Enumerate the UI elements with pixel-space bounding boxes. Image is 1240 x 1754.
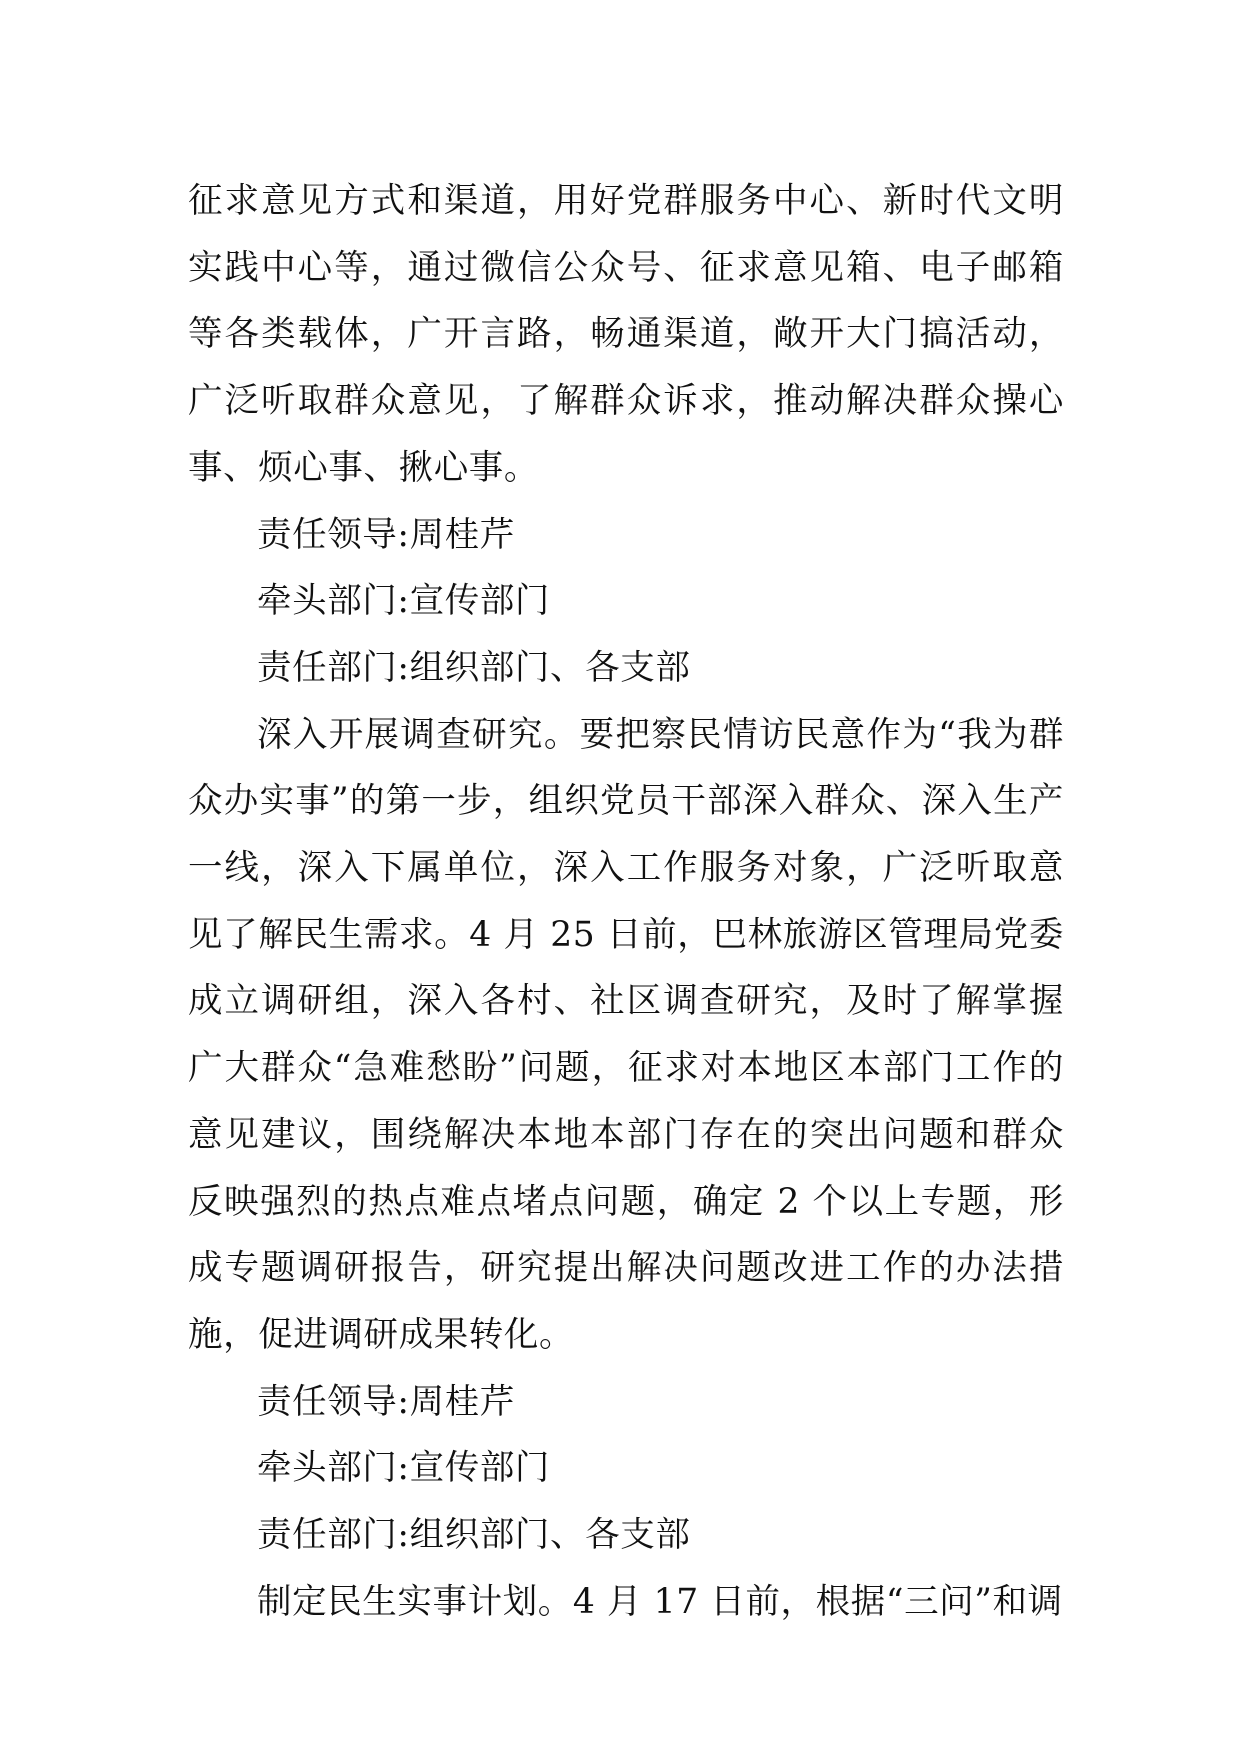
responsible-department-line: 责任部门:组织部门、各支部 bbox=[257, 647, 691, 688]
responsible-leader-line: 责任领导:周桂芹 bbox=[257, 514, 515, 555]
responsible-leader-line: 责任领导:周桂芹 bbox=[257, 1381, 515, 1422]
lead-department-line: 牵头部门:宣传部门 bbox=[257, 1448, 551, 1489]
responsible-department-line: 责任部门:组织部门、各支部 bbox=[257, 1515, 691, 1556]
paragraph-livelihood-plan: 制定民生实事计划。4 月 17 日前，根据“三问”和调 bbox=[257, 1581, 1063, 1622]
document-body bbox=[188, 168, 1064, 1635]
paragraph-research: 深入开展调查研究。要把察民情访民意作为“我为群众办实事”的第一步，组织党员干部深入群众、深入生产一线，深入下属单位，深入工作服务对象，广泛听取意见了解民生需求。4 月 25 日前，巴林旅游区管理局党委成立调研组，深入各村、社区调查研究，及时了解掌握广大群众“急难愁盼”问题，征求对本地区本部门工作的意见建议，围绕解决本地本部门存在的突出问题和群众反映强烈的热点难点堵点问题，确定 2 个以上专题，形成专题调研报告，研究提出解决问题改进工作的办法措施，促进调研成果转化。 bbox=[188, 714, 1064, 1355]
paragraph-continuation: 征求意见方式和渠道，用好党群服务中心、新时代文明实践中心等，通过微信公众号、征求意见箱、电子邮箱等各类载体，广开言路，畅通渠道，敞开大门搞活动，广泛听取群众意见，了解群众诉求，推动解决群众操心事、烦心事、揪心事。 bbox=[188, 181, 1064, 488]
lead-department-line: 牵头部门:宣传部门 bbox=[257, 581, 551, 622]
